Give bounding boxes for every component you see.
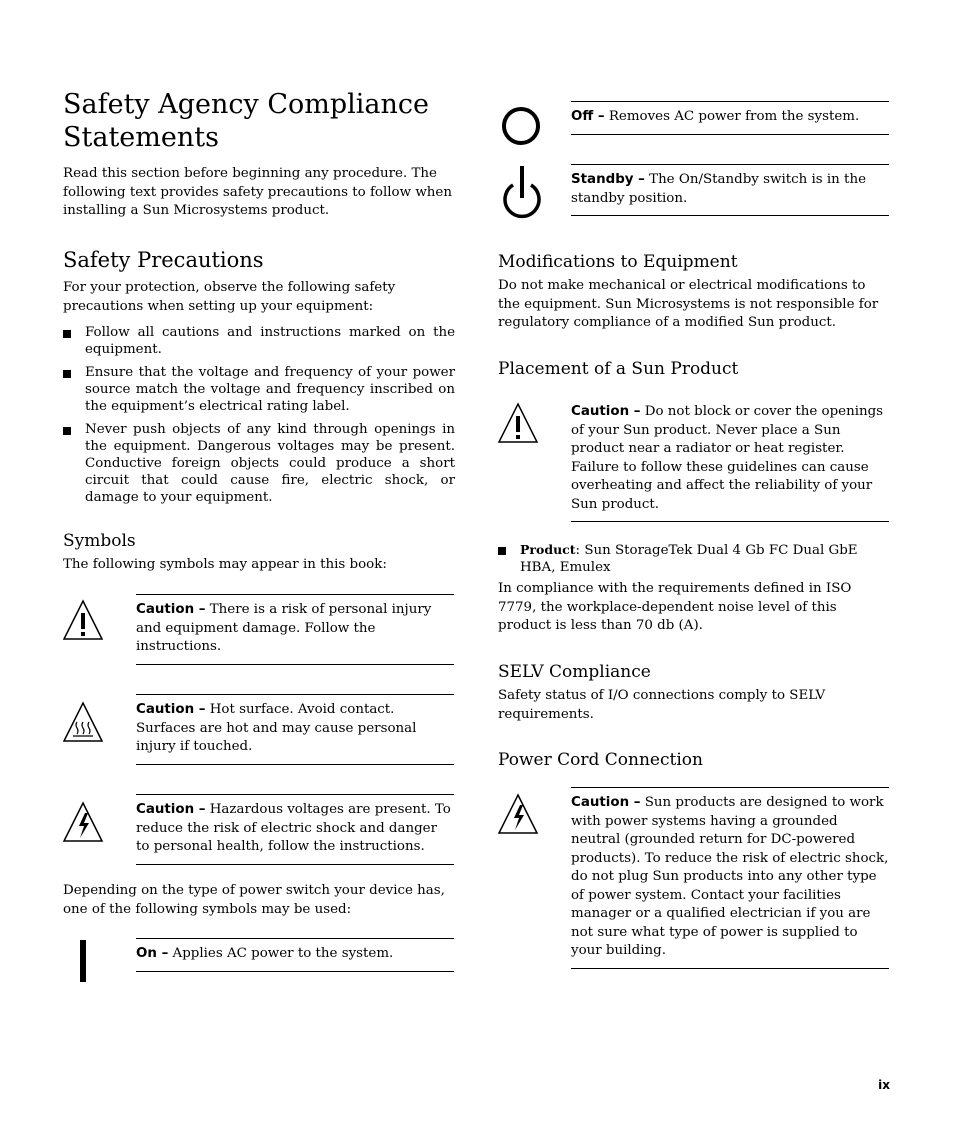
safety-precautions-heading: Safety Precautions xyxy=(63,248,264,272)
intro-paragraph: Read this section before beginning any procedure. The following text provides safety precautions to follow when installing a Sun Microsystems product. xyxy=(63,166,452,218)
caution-note-voltage: Caution – Hazardous voltages are present. To reduce the risk of electric shock and danger to personal health, follow the instructions. xyxy=(136,794,454,865)
selv-text: Safety status of I/O connections comply to SELV requirements. xyxy=(498,688,826,722)
electric-shock-icon xyxy=(62,800,104,844)
power-cord-heading: Power Cord Connection xyxy=(498,750,703,770)
warning-triangle-icon xyxy=(62,598,104,642)
bullet-icon xyxy=(63,370,71,378)
list-item: Follow all cautions and instructions marked on the equipment. xyxy=(63,324,455,358)
placement-heading: Placement of a Sun Product xyxy=(498,359,739,379)
standby-note: Standby – The On/Standby switch is in the standby position. xyxy=(571,164,889,216)
power-off-icon xyxy=(500,105,542,147)
page-number: ix xyxy=(878,1078,890,1092)
bullet-icon xyxy=(63,427,71,435)
off-note: Off – Removes AC power from the system. xyxy=(571,101,889,135)
modifications-heading: Modifications to Equipment xyxy=(498,252,738,272)
placement-caution-note: Caution – Do not block or cover the openings of your Sun product. Never place a Sun product near a radiator or heat register. Failure to follow these guidelines can cause overheating and affect the reliability of your Sun product. xyxy=(571,397,889,522)
power-on-icon xyxy=(80,940,86,982)
list-item: Ensure that the voltage and frequency of your power source match the voltage and frequency inscribed on the equipment’s electrical rating label. xyxy=(63,364,455,415)
bullet-icon xyxy=(498,547,506,555)
on-note: On – Applies AC power to the system. xyxy=(136,938,454,972)
electric-shock-icon xyxy=(497,792,539,836)
caution-note-hot-surface: Caution – Hot surface. Avoid contact. Surfaces are hot and may cause personal injury if touched. xyxy=(136,694,454,765)
list-item: Product: Sun StorageTek Dual 4 Gb FC Dual GbE HBA, Emulex xyxy=(498,541,890,576)
precautions-intro: For your protection, observe the following safety precautions when setting up your equipment: xyxy=(63,280,396,314)
page-title: Safety Agency Compliance Statements xyxy=(63,89,430,153)
symbols-heading: Symbols xyxy=(63,531,136,551)
caution-note-injury: Caution – There is a risk of personal injury and equipment damage. Follow the instructions. xyxy=(136,594,454,665)
iso-compliance-text: In compliance with the requirements defined in ISO 7779, the workplace-dependent noise level of this product is less than 70 db (A). xyxy=(498,581,852,633)
hot-surface-icon xyxy=(62,700,104,744)
selv-heading: SELV Compliance xyxy=(498,662,651,682)
power-cord-caution-note: Caution – Sun products are designed to work with power systems having a grounded neutral (grounded return for DC-powered products). To reduce the risk of electric shock, do not plug Sun products into any other type of power system. Contact your facilities manager or a qualified electrician if you are not sure what type of power is supplied to your building. xyxy=(571,787,889,969)
bullet-icon xyxy=(63,330,71,338)
product-list xyxy=(498,541,890,582)
standby-icon xyxy=(500,163,544,219)
list-item: Never push objects of any kind through openings in the equipment. Dangerous voltages may be present. Conductive foreign objects could produce a short circuit that could cause fire, electric shock, or damage to your equipment. xyxy=(63,421,455,506)
symbols-intro: The following symbols may appear in this book: xyxy=(63,557,387,572)
precautions-list xyxy=(63,324,455,512)
switch-intro: Depending on the type of power switch your device has, one of the following symbols may be used: xyxy=(63,883,445,917)
modifications-text: Do not make mechanical or electrical modifications to the equipment. Sun Microsystems is not responsible for regulatory compliance of a modified Sun product. xyxy=(498,278,879,330)
warning-triangle-icon xyxy=(497,401,539,445)
